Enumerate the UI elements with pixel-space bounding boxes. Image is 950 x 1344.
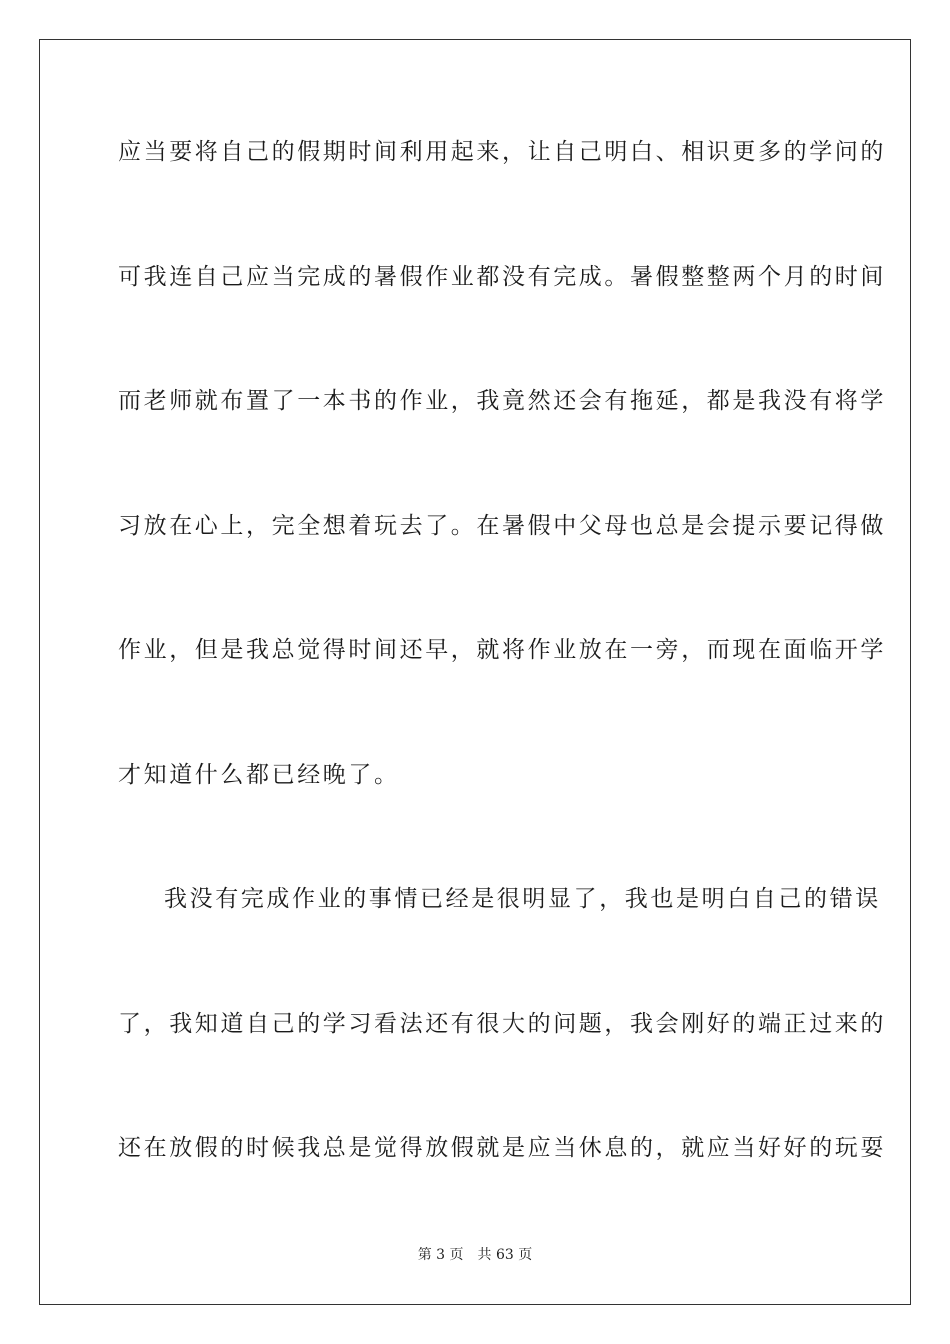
text-line-9: 还在放假的时候我总是觉得放假就是应当休息的，就应当好好的玩耍: [118, 1135, 886, 1161]
text-line-6: 才知道什么都已经晚了。: [118, 762, 400, 788]
text-line-5: 作业，但是我总觉得时间还早，就将作业放在一旁，而现在面临开学: [118, 637, 886, 663]
text-line-1: 应当要将自己的假期时间利用起来，让自己明白、相识更多的学问的: [118, 139, 886, 165]
page-number: 第 3 页: [417, 1247, 464, 1263]
paragraph-start-line: 我没有完成作业的事情已经是很明显了，我也是明白自己的错误: [164, 886, 881, 912]
page-border: [39, 39, 911, 1305]
text-line-3: 而老师就布置了一本书的作业，我竟然还会有拖延，都是我没有将学: [118, 388, 886, 414]
text-line-2: 可我连自己应当完成的暑假作业都没有完成。暑假整整两个月的时间: [118, 264, 886, 290]
text-line-8: 了，我知道自己的学习看法还有很大的问题，我会刚好的端正过来的: [118, 1011, 886, 1037]
page-footer: [0, 1246, 950, 1264]
page-total: 共 63 页: [477, 1247, 533, 1263]
text-line-4: 习放在心上，完全想着玩去了。在暑假中父母也总是会提示要记得做: [118, 513, 886, 539]
